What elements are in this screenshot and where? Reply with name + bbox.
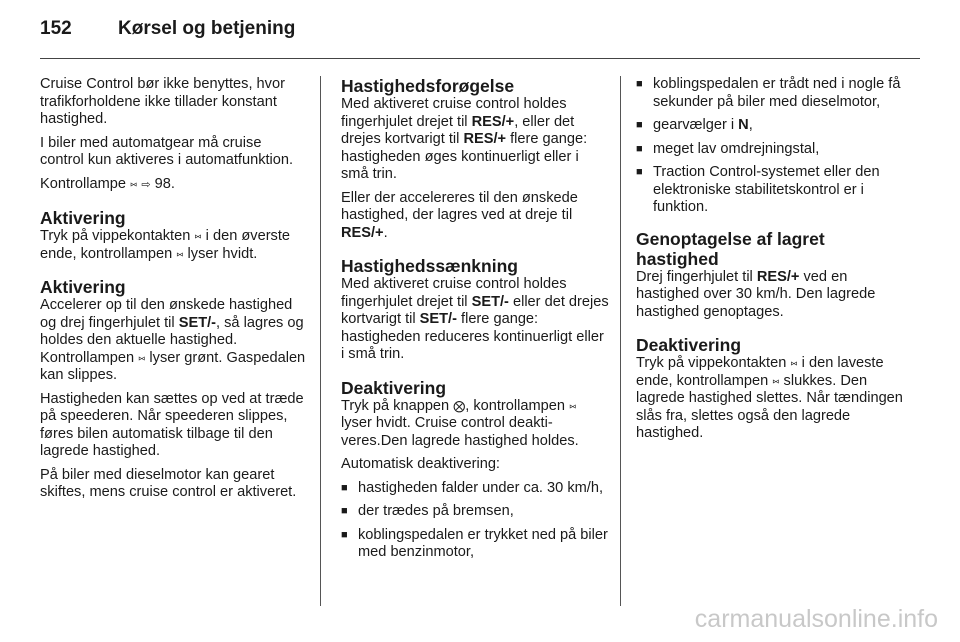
list-item: ■ hastigheden falder under ca. 30 km/h, [341,480,609,498]
header-rule [40,58,920,59]
paragraph: Automatisk deaktivering: [341,456,500,472]
cruise-cancel-icon: ⨂ [453,398,466,413]
section-heading: Genoptagelse af lagret hastighed [636,228,825,269]
list-item: ■ koblingspedalen er trykket ned på biler med benzinmotor, [341,527,609,562]
page-number: 152 [40,18,72,39]
paragraph: Drej fingerhjulet til RES/+ ved en hastighed over 30 km/h. Den lagrede hastighed genoptages. [636,268,876,320]
paragraph: Tryk på knappen ⨂, kontrollampen ⑅ lyser hvidt. Cruise control deaktiveres.Den lagrede hastighed holdes. [341,397,579,449]
paragraph: Med aktiveret cruise control holdes fingerhjulet drejet til SET/- eller det drejes kortvarigt til SET/- flere gange: hastigheden reduceres kontinuerligt eller i små trin. [341,276,609,362]
column-1 [40,76,308,508]
cruise-control-lamp-icon: ⑅ [569,398,577,413]
page-ref-arrow-icon: ⇨ [141,178,151,191]
list-item: ■ meget lav omdrejningstal, [636,141,904,159]
paragraph: Cruise Control bør ikke benyttes, hvor trafikforholdene ikke tillader konstant hastighed. [40,76,285,127]
section-heading: Aktivering [40,277,126,297]
watermark: carmanualsonline.info [694,605,938,633]
paragraph: Tryk på vippekontakten ⑅ i den øverste ende, kontrollampen ⑅ lyser hvidt. [40,228,291,262]
list-item: ■ gearvælger i N, [636,117,904,135]
section-heading: Hastighedsforøgelse [341,76,515,96]
paragraph: Med aktiveret cruise control holdes fingerhjulet drejet til RES/+, eller det drejes kortvarigt til RES/+ flere gange: hastigheden øges kontinuerligt eller i små trin. [341,96,588,182]
cruise-control-lamp-icon: ⑅ [138,350,146,365]
paragraph: I biler med automatgear må cruise control kun aktiveres i automatfunktion. [40,134,294,168]
section-heading: Aktivering [40,208,126,228]
cruise-control-lamp-icon: ⑅ [772,373,780,388]
paragraph: Eller der accelereres til den ønskede hastighed, der lagres ved at dreje til RES/+. [341,189,578,241]
paragraph: Accelerer op til den ønskede hastighed og drej fingerhjulet til SET/-, så lagres og holdes den aktuelle hastighed. Kontrollampen ⑅ lyser grønt. Gaspedalen kan slippes. [40,297,306,383]
bullet-list [636,76,904,217]
paragraph: På biler med dieselmotor kan gearet skiftes, mens cruise control er aktiveret. [40,466,297,500]
page-header [40,18,295,40]
paragraph: Hastigheden kan sættes op ved at træde på speederen. Når speederen slippes, føres bilen automatisk tilbage til den lagrede hastighed. [40,390,304,459]
cruise-control-lamp-icon: ⑅ [194,229,202,243]
paragraph: Kontrollampe ⑅ ⇨ 98. [40,176,308,195]
list-item: ■ der trædes på bremsen, [341,503,609,521]
page-title: Kørsel og betjening [118,18,296,39]
column-divider [620,76,621,606]
cruise-control-lamp-icon: ⑅ [790,356,798,370]
paragraph: Tryk på vippekontakten ⑅ i den laveste ende, kontrollampen ⑅ slukkes. Den lagrede hastighed slettes. Når tændingen slås fra, slettes også den lagrede hastighed. [636,355,903,441]
section-heading: Hastighedssænkning [341,256,518,276]
section-heading: Deaktivering [341,377,447,398]
cruise-control-lamp-icon: ⑅ [130,176,138,191]
cruise-control-lamp-icon: ⑅ [176,246,184,261]
bullet-list [341,480,609,562]
section-heading: Deaktivering [636,335,742,355]
list-item: ■ Traction Control-systemet eller den elektroniske stabilitetskontrol er i funktion. [636,164,904,217]
column-2 [341,76,609,568]
column-3 [636,76,904,449]
column-divider [320,76,321,606]
list-item: ■ koblingspedalen er trådt ned i nogle få sekunder på biler med dieselmotor, [636,76,904,111]
